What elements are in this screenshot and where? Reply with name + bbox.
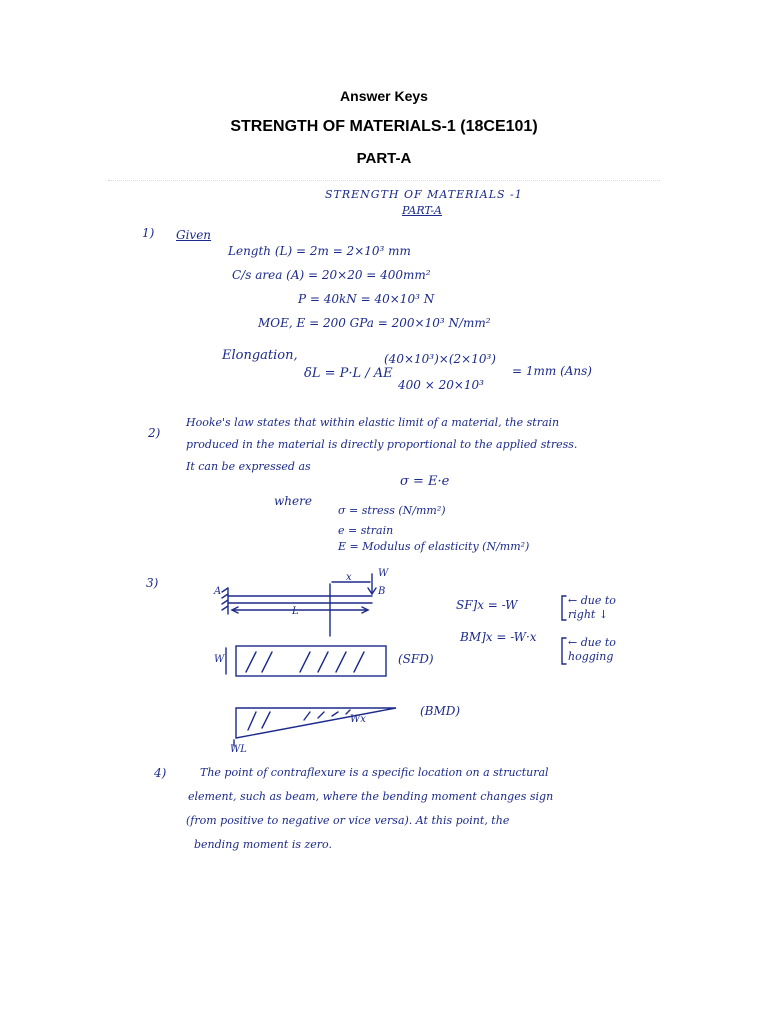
q4-line1: The point of contraflexure is a specific location on a structural bbox=[200, 766, 549, 779]
q3-bm-note-2: hogging bbox=[568, 650, 614, 663]
bm-note-bracket bbox=[562, 638, 566, 664]
q3-number: 3) bbox=[146, 576, 159, 590]
sfd-hatch bbox=[246, 652, 364, 672]
q1-load: P = 40kN = 40×10³ N bbox=[298, 292, 435, 306]
q3-sf-note-1: ← due to bbox=[568, 594, 616, 607]
q3-sf-note-2: right ↓ bbox=[568, 608, 609, 621]
q3-bm-equation: BM]x = -W·x bbox=[460, 630, 537, 644]
q4-line3: (from positive to negative or vice versa). At this point, the bbox=[186, 814, 510, 827]
q1-elongation-formula: δL = P·L / AE bbox=[304, 366, 393, 381]
q3-sf-equation: SF]x = -W bbox=[456, 598, 518, 612]
q4-line2: element, such as beam, where the bending moment changes sign bbox=[188, 790, 554, 803]
q1-number: 1) bbox=[142, 226, 155, 240]
subject-title: STRENGTH OF MATERIALS-1 (18CE101) bbox=[230, 118, 538, 135]
q1-elongation-label: Elongation, bbox=[222, 348, 298, 363]
q1-denominator: 400 × 20×10³ bbox=[398, 378, 484, 392]
q3-sfd-label: (SFD) bbox=[398, 652, 434, 666]
q2-number: 2) bbox=[148, 426, 161, 440]
q2-line2: produced in the material is directly proportional to the applied stress. bbox=[186, 438, 578, 451]
q1-area: C/s area (A) = 20×20 = 400mm² bbox=[232, 268, 431, 282]
sheet-title: STRENGTH OF MATERIALS -1 bbox=[325, 188, 523, 201]
q2-where: where bbox=[274, 494, 312, 508]
q4-number: 4) bbox=[154, 766, 167, 780]
q2-def-strain: e = strain bbox=[338, 524, 394, 537]
part-heading: PART-A bbox=[356, 150, 412, 167]
q2-formula: σ = E·e bbox=[400, 474, 450, 489]
q2-line3: It can be expressed as bbox=[186, 460, 311, 473]
answer-keys-heading: Answer Keys bbox=[340, 88, 428, 104]
q3-label-b: B bbox=[378, 586, 386, 597]
q1-answer: = 1mm (Ans) bbox=[512, 364, 592, 378]
q1-length: Length (L) = 2m = 2×10³ mm bbox=[228, 244, 411, 258]
q2-def-modulus: E = Modulus of elasticity (N/mm²) bbox=[338, 540, 530, 553]
q3-label-x: x bbox=[346, 572, 352, 583]
q4-line4: bending moment is zero. bbox=[194, 838, 332, 851]
q3-sfd-w: W bbox=[214, 654, 225, 665]
q3-label-w: W bbox=[378, 568, 389, 579]
q1-given-label: Given bbox=[176, 228, 212, 242]
sfd-rectangle bbox=[236, 646, 386, 676]
q3-bmd-label: (BMD) bbox=[420, 704, 461, 718]
q1-numerator: (40×10³)×(2×10³) bbox=[384, 352, 496, 366]
sf-note-bracket bbox=[562, 596, 566, 620]
q2-line1: Hooke's law states that within elastic limit of a material, the strain bbox=[186, 416, 560, 429]
q3-bm-note-1: ← due to bbox=[568, 636, 616, 649]
q3-label-l: L bbox=[292, 606, 299, 617]
fixed-support-hatch bbox=[222, 588, 228, 610]
bmd-triangle bbox=[236, 708, 396, 738]
q1-moe: MOE, E = 200 GPa = 200×10³ N/mm² bbox=[258, 316, 491, 330]
q2-def-stress: σ = stress (N/mm²) bbox=[338, 504, 446, 517]
q3-label-a: A bbox=[214, 586, 222, 597]
sheet-part: PART-A bbox=[402, 204, 443, 217]
q3-bmd-wx: Wx bbox=[350, 714, 366, 725]
q3-bmd-wl: WL bbox=[230, 744, 247, 755]
